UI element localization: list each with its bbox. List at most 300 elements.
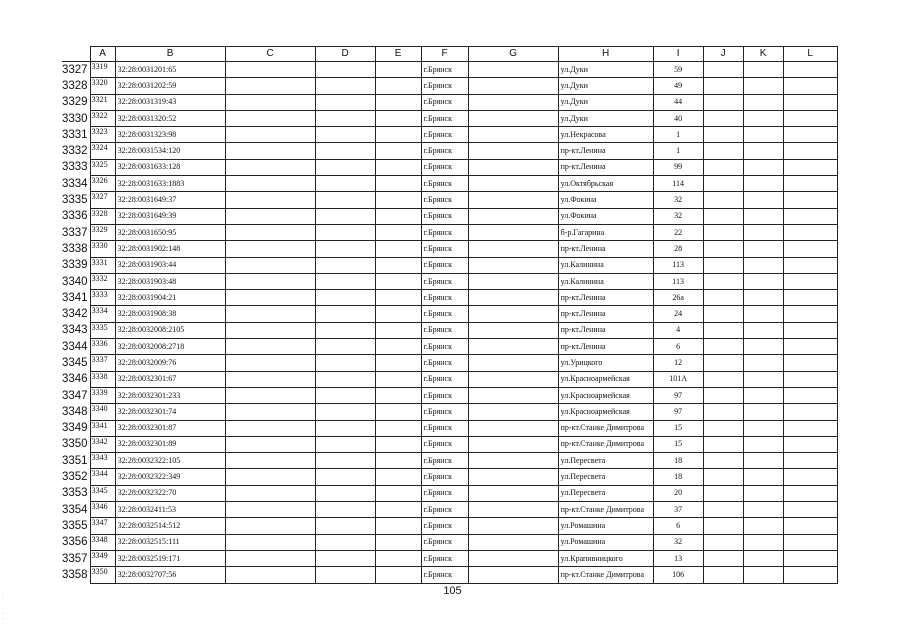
cell-l[interactable] <box>783 110 837 126</box>
cell-d[interactable] <box>315 420 375 436</box>
cell-f[interactable]: г.Брянск <box>421 322 468 338</box>
cell-l[interactable] <box>783 420 837 436</box>
cell-i[interactable]: 106 <box>653 567 703 583</box>
cell-g[interactable] <box>468 371 558 387</box>
cell-d[interactable] <box>315 502 375 518</box>
cell-b[interactable]: 32:28:0032009:76 <box>115 355 225 371</box>
row-header[interactable]: 3356 <box>62 534 90 550</box>
cell-b[interactable]: 32:28:0032519:171 <box>115 550 225 566</box>
cell-f[interactable]: г.Брянск <box>421 371 468 387</box>
row-header[interactable]: 3332 <box>62 143 90 159</box>
cell-d[interactable] <box>315 192 375 208</box>
cell-a[interactable]: 3342 <box>90 436 115 452</box>
cell-j[interactable] <box>703 94 743 110</box>
cell-k[interactable] <box>743 192 783 208</box>
cell-b[interactable]: 32:28:0032301:74 <box>115 404 225 420</box>
cell-e[interactable] <box>375 290 421 306</box>
cell-c[interactable] <box>225 371 315 387</box>
cell-h[interactable]: ул.Дуки <box>558 78 653 94</box>
row-header[interactable]: 3330 <box>62 110 90 126</box>
cell-i[interactable]: 13 <box>653 550 703 566</box>
cell-e[interactable] <box>375 339 421 355</box>
cell-i[interactable]: 113 <box>653 257 703 273</box>
cell-h[interactable]: пр-кт.Ленина <box>558 290 653 306</box>
cell-h[interactable]: ул.Калинина <box>558 257 653 273</box>
cell-e[interactable] <box>375 534 421 550</box>
cell-l[interactable] <box>783 62 837 78</box>
cell-k[interactable] <box>743 176 783 192</box>
cell-d[interactable] <box>315 371 375 387</box>
cell-c[interactable] <box>225 534 315 550</box>
column-header-l[interactable]: L <box>783 47 837 62</box>
row-header[interactable]: 3333 <box>62 159 90 175</box>
cell-h[interactable]: пр-кт.Ленина <box>558 159 653 175</box>
cell-a[interactable]: 3323 <box>90 127 115 143</box>
cell-b[interactable]: 32:28:0031904:21 <box>115 290 225 306</box>
cell-h[interactable]: пр-кт.Станке Димитрова <box>558 420 653 436</box>
cell-f[interactable]: г.Брянск <box>421 420 468 436</box>
row-header[interactable]: 3354 <box>62 502 90 518</box>
cell-c[interactable] <box>225 322 315 338</box>
cell-g[interactable] <box>468 404 558 420</box>
cell-c[interactable] <box>225 404 315 420</box>
row-header[interactable]: 3349 <box>62 420 90 436</box>
cell-l[interactable] <box>783 306 837 322</box>
cell-b[interactable]: 32:28:0031201:65 <box>115 62 225 78</box>
cell-i[interactable]: 1 <box>653 127 703 143</box>
row-header[interactable]: 3335 <box>62 192 90 208</box>
cell-e[interactable] <box>375 241 421 257</box>
cell-d[interactable] <box>315 110 375 126</box>
cell-a[interactable]: 3340 <box>90 404 115 420</box>
cell-c[interactable] <box>225 387 315 403</box>
cell-k[interactable] <box>743 306 783 322</box>
row-header[interactable]: 3348 <box>62 404 90 420</box>
cell-c[interactable] <box>225 62 315 78</box>
row-header[interactable]: 3327 <box>62 62 90 78</box>
cell-j[interactable] <box>703 208 743 224</box>
cell-j[interactable] <box>703 159 743 175</box>
cell-g[interactable] <box>468 339 558 355</box>
cell-j[interactable] <box>703 241 743 257</box>
cell-l[interactable] <box>783 387 837 403</box>
cell-i[interactable]: 114 <box>653 176 703 192</box>
cell-a[interactable]: 3324 <box>90 143 115 159</box>
cell-a[interactable]: 3336 <box>90 339 115 355</box>
cell-f[interactable]: г.Брянск <box>421 485 468 501</box>
cell-l[interactable] <box>783 241 837 257</box>
cell-c[interactable] <box>225 208 315 224</box>
row-header[interactable]: 3334 <box>62 176 90 192</box>
column-header-g[interactable]: G <box>468 47 558 62</box>
cell-k[interactable] <box>743 290 783 306</box>
cell-k[interactable] <box>743 550 783 566</box>
cell-l[interactable] <box>783 404 837 420</box>
cell-k[interactable] <box>743 62 783 78</box>
cell-c[interactable] <box>225 485 315 501</box>
cell-c[interactable] <box>225 469 315 485</box>
cell-d[interactable] <box>315 306 375 322</box>
cell-l[interactable] <box>783 257 837 273</box>
cell-j[interactable] <box>703 257 743 273</box>
cell-l[interactable] <box>783 322 837 338</box>
cell-d[interactable] <box>315 518 375 534</box>
cell-f[interactable]: г.Брянск <box>421 159 468 175</box>
row-header[interactable]: 3346 <box>62 371 90 387</box>
cell-l[interactable] <box>783 208 837 224</box>
cell-f[interactable]: г.Брянск <box>421 127 468 143</box>
cell-a[interactable]: 3335 <box>90 322 115 338</box>
cell-c[interactable] <box>225 355 315 371</box>
cell-e[interactable] <box>375 567 421 583</box>
cell-c[interactable] <box>225 502 315 518</box>
cell-g[interactable] <box>468 485 558 501</box>
cell-g[interactable] <box>468 469 558 485</box>
cell-l[interactable] <box>783 127 837 143</box>
cell-h[interactable]: пр-кт.Ленина <box>558 322 653 338</box>
cell-h[interactable]: ул.Фокина <box>558 208 653 224</box>
cell-i[interactable]: 44 <box>653 94 703 110</box>
cell-l[interactable] <box>783 143 837 159</box>
cell-c[interactable] <box>225 224 315 240</box>
cell-k[interactable] <box>743 420 783 436</box>
cell-a[interactable]: 3319 <box>90 62 115 78</box>
cell-f[interactable]: г.Брянск <box>421 143 468 159</box>
cell-k[interactable] <box>743 143 783 159</box>
cell-k[interactable] <box>743 322 783 338</box>
cell-h[interactable]: ул.Некрасова <box>558 127 653 143</box>
cell-a[interactable]: 3339 <box>90 387 115 403</box>
cell-l[interactable] <box>783 567 837 583</box>
cell-i[interactable]: 6 <box>653 518 703 534</box>
cell-a[interactable]: 3326 <box>90 176 115 192</box>
cell-c[interactable] <box>225 127 315 143</box>
cell-l[interactable] <box>783 469 837 485</box>
cell-i[interactable]: 49 <box>653 78 703 94</box>
cell-h[interactable]: ул.Дуки <box>558 62 653 78</box>
cell-l[interactable] <box>783 371 837 387</box>
cell-c[interactable] <box>225 273 315 289</box>
cell-j[interactable] <box>703 339 743 355</box>
cell-k[interactable] <box>743 355 783 371</box>
cell-k[interactable] <box>743 224 783 240</box>
cell-d[interactable] <box>315 127 375 143</box>
cell-b[interactable]: 32:28:0031903:44 <box>115 257 225 273</box>
cell-k[interactable] <box>743 110 783 126</box>
cell-e[interactable] <box>375 518 421 534</box>
column-header-e[interactable]: E <box>375 47 421 62</box>
cell-g[interactable] <box>468 78 558 94</box>
cell-e[interactable] <box>375 420 421 436</box>
cell-j[interactable] <box>703 567 743 583</box>
cell-a[interactable]: 3332 <box>90 273 115 289</box>
cell-e[interactable] <box>375 469 421 485</box>
cell-g[interactable] <box>468 518 558 534</box>
cell-k[interactable] <box>743 502 783 518</box>
cell-g[interactable] <box>468 534 558 550</box>
row-header[interactable]: 3328 <box>62 78 90 94</box>
cell-i[interactable]: 15 <box>653 420 703 436</box>
cell-h[interactable]: пр-кт.Станке Димитрова <box>558 567 653 583</box>
cell-j[interactable] <box>703 192 743 208</box>
cell-b[interactable]: 32:28:0031534:120 <box>115 143 225 159</box>
cell-j[interactable] <box>703 404 743 420</box>
cell-i[interactable]: 32 <box>653 192 703 208</box>
cell-f[interactable]: г.Брянск <box>421 94 468 110</box>
row-header[interactable]: 3351 <box>62 453 90 469</box>
cell-f[interactable]: г.Брянск <box>421 469 468 485</box>
cell-c[interactable] <box>225 159 315 175</box>
cell-c[interactable] <box>225 110 315 126</box>
cell-c[interactable] <box>225 453 315 469</box>
cell-d[interactable] <box>315 159 375 175</box>
row-header[interactable]: 3344 <box>62 339 90 355</box>
cell-b[interactable]: 32:28:0032301:89 <box>115 436 225 452</box>
cell-g[interactable] <box>468 436 558 452</box>
cell-e[interactable] <box>375 453 421 469</box>
cell-g[interactable] <box>468 127 558 143</box>
cell-b[interactable]: 32:28:0032411:53 <box>115 502 225 518</box>
cell-a[interactable]: 3348 <box>90 534 115 550</box>
cell-k[interactable] <box>743 534 783 550</box>
cell-f[interactable]: г.Брянск <box>421 241 468 257</box>
cell-h[interactable]: пр-кт.Ленина <box>558 241 653 257</box>
cell-d[interactable] <box>315 534 375 550</box>
cell-g[interactable] <box>468 453 558 469</box>
cell-h[interactable]: ул.Пересвета <box>558 485 653 501</box>
row-header[interactable]: 3340 <box>62 273 90 289</box>
cell-h[interactable]: ул.Красноармейская <box>558 371 653 387</box>
cell-b[interactable]: 32:28:0032301:67 <box>115 371 225 387</box>
row-header[interactable]: 3352 <box>62 469 90 485</box>
cell-f[interactable]: г.Брянск <box>421 176 468 192</box>
cell-g[interactable] <box>468 159 558 175</box>
cell-j[interactable] <box>703 62 743 78</box>
cell-d[interactable] <box>315 241 375 257</box>
cell-d[interactable] <box>315 78 375 94</box>
cell-g[interactable] <box>468 257 558 273</box>
cell-f[interactable]: г.Брянск <box>421 502 468 518</box>
row-header[interactable]: 3355 <box>62 518 90 534</box>
cell-e[interactable] <box>375 502 421 518</box>
cell-f[interactable]: г.Брянск <box>421 436 468 452</box>
cell-k[interactable] <box>743 371 783 387</box>
cell-c[interactable] <box>225 550 315 566</box>
cell-g[interactable] <box>468 387 558 403</box>
cell-d[interactable] <box>315 257 375 273</box>
cell-l[interactable] <box>783 273 837 289</box>
cell-b[interactable]: 32:28:0032008:2105 <box>115 322 225 338</box>
cell-e[interactable] <box>375 404 421 420</box>
cell-l[interactable] <box>783 518 837 534</box>
cell-j[interactable] <box>703 485 743 501</box>
cell-h[interactable]: ул.Крапивницкого <box>558 550 653 566</box>
cell-f[interactable]: г.Брянск <box>421 224 468 240</box>
row-header[interactable]: 3331 <box>62 127 90 143</box>
column-header-b[interactable]: B <box>115 47 225 62</box>
cell-b[interactable]: 32:28:0032515:111 <box>115 534 225 550</box>
cell-j[interactable] <box>703 143 743 159</box>
row-header[interactable]: 3350 <box>62 436 90 452</box>
cell-j[interactable] <box>703 224 743 240</box>
cell-j[interactable] <box>703 127 743 143</box>
cell-l[interactable] <box>783 290 837 306</box>
cell-i[interactable]: 26а <box>653 290 703 306</box>
cell-k[interactable] <box>743 78 783 94</box>
cell-c[interactable] <box>225 339 315 355</box>
cell-l[interactable] <box>783 502 837 518</box>
cell-b[interactable]: 32:28:0031633:128 <box>115 159 225 175</box>
cell-d[interactable] <box>315 176 375 192</box>
cell-c[interactable] <box>225 257 315 273</box>
cell-a[interactable]: 3341 <box>90 420 115 436</box>
cell-l[interactable] <box>783 94 837 110</box>
cell-e[interactable] <box>375 127 421 143</box>
cell-k[interactable] <box>743 453 783 469</box>
cell-e[interactable] <box>375 550 421 566</box>
cell-e[interactable] <box>375 143 421 159</box>
cell-e[interactable] <box>375 176 421 192</box>
cell-e[interactable] <box>375 78 421 94</box>
cell-d[interactable] <box>315 387 375 403</box>
cell-b[interactable]: 32:28:0032322:70 <box>115 485 225 501</box>
cell-b[interactable]: 32:28:0031320:52 <box>115 110 225 126</box>
cell-j[interactable] <box>703 110 743 126</box>
column-header-c[interactable]: C <box>225 47 315 62</box>
cell-i[interactable]: 24 <box>653 306 703 322</box>
cell-a[interactable]: 3322 <box>90 110 115 126</box>
cell-h[interactable]: ул.Фокина <box>558 192 653 208</box>
cell-k[interactable] <box>743 567 783 583</box>
cell-f[interactable]: г.Брянск <box>421 339 468 355</box>
cell-a[interactable]: 3343 <box>90 453 115 469</box>
cell-l[interactable] <box>783 192 837 208</box>
cell-i[interactable]: 1 <box>653 143 703 159</box>
cell-i[interactable]: 101А <box>653 371 703 387</box>
cell-i[interactable]: 22 <box>653 224 703 240</box>
cell-b[interactable]: 32:28:0032322:105 <box>115 453 225 469</box>
cell-a[interactable]: 3344 <box>90 469 115 485</box>
cell-a[interactable]: 3347 <box>90 518 115 534</box>
cell-f[interactable]: г.Брянск <box>421 273 468 289</box>
cell-e[interactable] <box>375 208 421 224</box>
cell-c[interactable] <box>225 143 315 159</box>
cell-j[interactable] <box>703 436 743 452</box>
cell-j[interactable] <box>703 534 743 550</box>
cell-h[interactable]: пр-кт.Ленина <box>558 143 653 159</box>
cell-k[interactable] <box>743 485 783 501</box>
cell-a[interactable]: 3346 <box>90 502 115 518</box>
cell-b[interactable]: 32:28:0031908:38 <box>115 306 225 322</box>
cell-d[interactable] <box>315 290 375 306</box>
cell-f[interactable]: г.Брянск <box>421 404 468 420</box>
cell-j[interactable] <box>703 518 743 534</box>
cell-g[interactable] <box>468 550 558 566</box>
cell-e[interactable] <box>375 62 421 78</box>
cell-h[interactable]: пр-кт.Станке Димитрова <box>558 502 653 518</box>
cell-k[interactable] <box>743 518 783 534</box>
cell-k[interactable] <box>743 469 783 485</box>
cell-i[interactable]: 32 <box>653 534 703 550</box>
cell-c[interactable] <box>225 306 315 322</box>
cell-c[interactable] <box>225 176 315 192</box>
cell-b[interactable]: 32:28:0031902:148 <box>115 241 225 257</box>
cell-j[interactable] <box>703 453 743 469</box>
cell-d[interactable] <box>315 339 375 355</box>
cell-h[interactable]: пр-кт.Ленина <box>558 339 653 355</box>
cell-b[interactable]: 32:28:0032301:233 <box>115 387 225 403</box>
cell-b[interactable]: 32:28:0031903:48 <box>115 273 225 289</box>
cell-g[interactable] <box>468 62 558 78</box>
cell-d[interactable] <box>315 550 375 566</box>
cell-h[interactable]: пр-кт.Станке Димитрова <box>558 436 653 452</box>
column-header-j[interactable]: J <box>703 47 743 62</box>
cell-c[interactable] <box>225 420 315 436</box>
cell-a[interactable]: 3328 <box>90 208 115 224</box>
cell-j[interactable] <box>703 469 743 485</box>
cell-e[interactable] <box>375 224 421 240</box>
cell-f[interactable]: г.Брянск <box>421 518 468 534</box>
cell-h[interactable]: б-р.Гагарина <box>558 224 653 240</box>
cell-a[interactable]: 3321 <box>90 94 115 110</box>
cell-e[interactable] <box>375 257 421 273</box>
cell-b[interactable]: 32:28:0031650:95 <box>115 224 225 240</box>
cell-i[interactable]: 59 <box>653 62 703 78</box>
row-header[interactable]: 3341 <box>62 290 90 306</box>
cell-g[interactable] <box>468 567 558 583</box>
cell-g[interactable] <box>468 273 558 289</box>
cell-i[interactable]: 40 <box>653 110 703 126</box>
column-header-i[interactable]: I <box>653 47 703 62</box>
cell-a[interactable]: 3327 <box>90 192 115 208</box>
cell-g[interactable] <box>468 94 558 110</box>
cell-l[interactable] <box>783 339 837 355</box>
cell-l[interactable] <box>783 534 837 550</box>
cell-k[interactable] <box>743 94 783 110</box>
cell-a[interactable]: 3329 <box>90 224 115 240</box>
row-header[interactable]: 3337 <box>62 224 90 240</box>
cell-d[interactable] <box>315 143 375 159</box>
cell-i[interactable]: 97 <box>653 387 703 403</box>
cell-g[interactable] <box>468 322 558 338</box>
cell-i[interactable]: 99 <box>653 159 703 175</box>
cell-g[interactable] <box>468 290 558 306</box>
cell-e[interactable] <box>375 306 421 322</box>
cell-i[interactable]: 97 <box>653 404 703 420</box>
cell-e[interactable] <box>375 110 421 126</box>
cell-a[interactable]: 3350 <box>90 567 115 583</box>
row-header[interactable]: 3345 <box>62 355 90 371</box>
cell-k[interactable] <box>743 339 783 355</box>
cell-k[interactable] <box>743 257 783 273</box>
cell-k[interactable] <box>743 241 783 257</box>
cell-d[interactable] <box>315 453 375 469</box>
cell-a[interactable]: 3337 <box>90 355 115 371</box>
cell-e[interactable] <box>375 192 421 208</box>
cell-g[interactable] <box>468 241 558 257</box>
cell-h[interactable]: ул.Ромашина <box>558 518 653 534</box>
cell-i[interactable]: 32 <box>653 208 703 224</box>
cell-g[interactable] <box>468 208 558 224</box>
cell-l[interactable] <box>783 485 837 501</box>
cell-a[interactable]: 3331 <box>90 257 115 273</box>
cell-h[interactable]: ул.Красноармейская <box>558 404 653 420</box>
cell-e[interactable] <box>375 371 421 387</box>
cell-k[interactable] <box>743 208 783 224</box>
cell-j[interactable] <box>703 176 743 192</box>
row-header[interactable]: 3343 <box>62 322 90 338</box>
cell-f[interactable]: г.Брянск <box>421 110 468 126</box>
